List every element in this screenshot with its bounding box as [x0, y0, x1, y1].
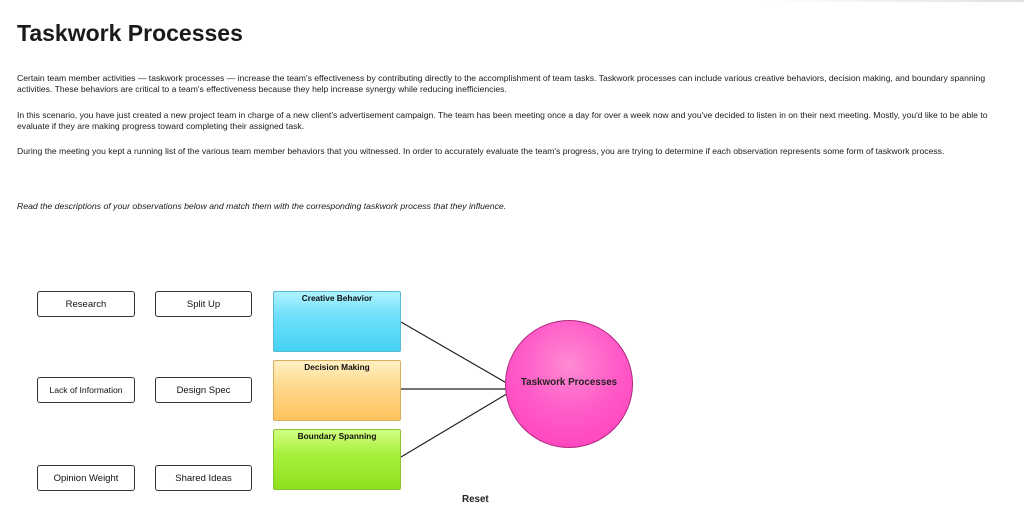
drop-target-label: Creative Behavior: [301, 293, 373, 303]
observation-card-lack-of-information[interactable]: Lack of Information: [37, 377, 135, 403]
connector-line-boundary-spanning: [401, 392, 510, 457]
connector-line-creative-behavior: [401, 322, 510, 385]
instruction-text: Read the descriptions of your observations below and match them with the corresponding taskwork process that they influence.: [17, 201, 507, 211]
observation-card-shared-ideas[interactable]: Shared Ideas: [155, 465, 252, 491]
observation-card-research[interactable]: Research: [37, 291, 135, 317]
hub-label: Taskwork Processes: [520, 376, 618, 388]
intro-paragraph-2: In this scenario, you have just created a new project team in charge of a new client's advertisement campaign. The team has been meeting once a day for over a week now and you've decided to listen in on their next meeting. Mostly, you'd like to be able to evaluate if they are making progress toward completing their assigned task.: [17, 110, 988, 131]
page-title: Taskwork Processes: [17, 20, 243, 46]
taskwork-processes-hub: [505, 320, 633, 448]
intro-paragraph-3: During the meeting you kept a running list of the various team member behaviors that you witnessed. In order to accurately evaluate the team's progress, you are trying to determine if each observation represents some form of taskwork process.: [17, 146, 945, 156]
drop-target-boundary-spanning[interactable]: [273, 429, 401, 490]
intro-paragraph-1: Certain team member activities — taskwork processes — increase the team's effectiveness by contributing directly to the accomplishment of team tasks. Taskwork processes can include various creative behaviors, decision making, and boundary spanning activities. These behaviors are critical to a team's effectiveness because they help increase synergy while reducing inefficiencies.: [17, 73, 986, 94]
top-edge-shadow: [760, 0, 1024, 2]
observation-card-design-spec[interactable]: Design Spec: [155, 377, 252, 403]
drop-target-creative-behavior[interactable]: [273, 291, 401, 352]
drop-target-label: Boundary Spanning: [297, 431, 377, 441]
drop-target-decision-making[interactable]: [273, 360, 401, 421]
reset-button[interactable]: Reset: [462, 494, 489, 505]
observation-card-opinion-weight[interactable]: Opinion Weight: [37, 465, 135, 491]
observation-card-split-up[interactable]: Split Up: [155, 291, 252, 317]
drop-target-label: Decision Making: [304, 362, 370, 372]
